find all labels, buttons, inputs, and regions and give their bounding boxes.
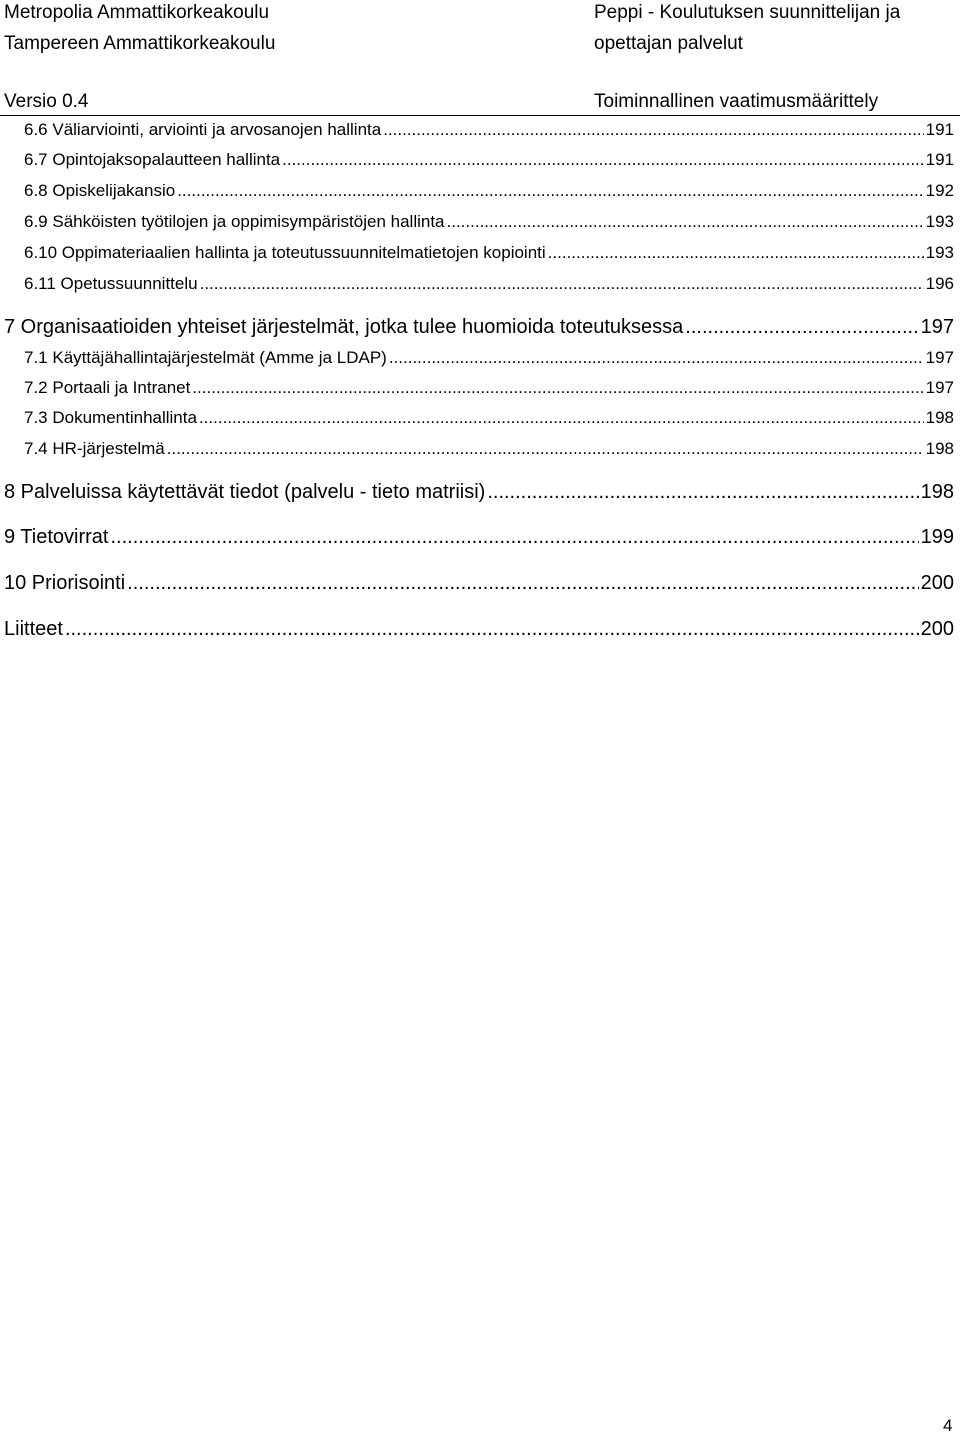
toc-entry-chapter[interactable] xyxy=(4,613,954,645)
toc-entry-page: 191 xyxy=(925,150,954,169)
toc-entry[interactable] xyxy=(24,176,954,206)
toc-leader-dots xyxy=(447,207,924,237)
toc-entry-chapter[interactable] xyxy=(4,311,954,343)
toc-entry-page: 192 xyxy=(925,181,954,200)
toc-entry-page: 200 xyxy=(920,572,954,594)
toc-entry-page: 193 xyxy=(925,243,954,262)
toc-entry-page: 198 xyxy=(925,408,954,427)
toc-entry-page: 198 xyxy=(920,481,954,503)
header-document-title xyxy=(594,0,900,59)
toc-entry[interactable] xyxy=(24,343,954,373)
toc-leader-dots xyxy=(282,145,923,175)
header-org-1: Metropolia Ammattikorkeakoulu xyxy=(4,2,270,23)
header-title-line-1: Peppi - Koulutuksen suunnittelijan ja xyxy=(594,2,901,23)
toc-entry-title: 6.7 Opintojaksopalautteen hallinta xyxy=(24,150,281,169)
toc-entry-title: 7 Organisaatioiden yhteiset järjestelmät, jotka tulee huomioida toteutuksessa xyxy=(4,316,684,338)
toc-leader-dots xyxy=(167,434,924,464)
toc-entry-page: 198 xyxy=(925,439,954,458)
toc-entry[interactable] xyxy=(24,238,954,268)
toc-entry-page: 193 xyxy=(925,212,954,231)
toc-leader-dots xyxy=(200,269,924,299)
toc-leader-dots xyxy=(199,403,924,433)
toc-entry-title: 7.4 HR-järjestelmä xyxy=(24,439,165,458)
toc-leader-dots xyxy=(389,343,924,373)
toc-entry-title: 7.3 Dokumentinhallinta xyxy=(24,408,197,427)
toc-entry-title: 6.8 Opiskelijakansio xyxy=(24,181,176,200)
toc-entry-page: 196 xyxy=(925,274,954,293)
toc-leader-dots xyxy=(548,238,924,268)
toc-entry-title: 10 Priorisointi xyxy=(4,572,126,594)
toc-entry-title: 7.1 Käyttäjähallintajärjestelmät (Amme ja LDAP) xyxy=(24,348,387,367)
toc-entry-chapter[interactable] xyxy=(4,521,954,553)
toc-entry-page: 197 xyxy=(920,316,954,338)
toc-leader-dots xyxy=(487,476,918,508)
toc-entry-title: 6.9 Sähköisten työtilojen ja oppimisympäristöjen hallinta xyxy=(24,212,445,231)
toc-entry[interactable] xyxy=(24,269,954,299)
toc-entry[interactable] xyxy=(24,373,954,403)
toc-entry-title: 6.6 Väliarviointi, arviointi ja arvosanojen hallinta xyxy=(24,120,382,139)
header-organizations xyxy=(4,0,275,59)
page-header xyxy=(0,0,960,116)
toc-entry-title: 6.10 Oppimateriaalien hallinta ja toteutussuunnitelmatietojen kopiointi xyxy=(24,243,546,262)
toc-leader-dots xyxy=(192,373,923,403)
header-org-2: Tampereen Ammattikorkeakoulu xyxy=(4,33,276,54)
toc-leader-dots xyxy=(177,176,923,206)
toc-entry-title: Liitteet xyxy=(4,618,63,640)
toc-entry-title: 7.2 Portaali ja Intranet xyxy=(24,378,191,397)
header-title-line-2: opettajan palvelut xyxy=(594,33,743,54)
toc-entry[interactable] xyxy=(24,403,954,433)
toc-entry-page: 191 xyxy=(925,120,954,139)
toc-entry-title: 6.11 Opetussuunnittelu xyxy=(24,274,198,293)
toc-leader-dots xyxy=(65,613,919,645)
header-version: Versio 0.4 xyxy=(4,91,89,112)
toc-entry[interactable] xyxy=(24,207,954,237)
header-spec-type: Toiminnallinen vaatimusmäärittely xyxy=(594,91,879,112)
toc-entry[interactable] xyxy=(24,434,954,464)
page-number: 4 xyxy=(943,1416,953,1435)
toc-entry-title: 9 Tietovirrat xyxy=(4,526,109,548)
toc-entry-chapter[interactable] xyxy=(4,567,954,599)
toc-entry[interactable] xyxy=(24,115,954,145)
toc-entry-page: 197 xyxy=(925,378,954,397)
toc-entry-chapter[interactable] xyxy=(4,476,954,508)
toc-entry-title: 8 Palveluissa käytettävät tiedot (palvelu - tieto matriisi) xyxy=(4,481,486,503)
toc-leader-dots xyxy=(685,311,918,343)
toc-entry-page: 197 xyxy=(925,348,954,367)
toc-entry-page: 200 xyxy=(920,618,954,640)
toc-leader-dots xyxy=(383,115,923,145)
toc-leader-dots xyxy=(110,521,918,553)
toc-entry-page: 199 xyxy=(920,526,954,548)
toc-leader-dots xyxy=(127,567,918,599)
toc-entry[interactable] xyxy=(24,145,954,175)
